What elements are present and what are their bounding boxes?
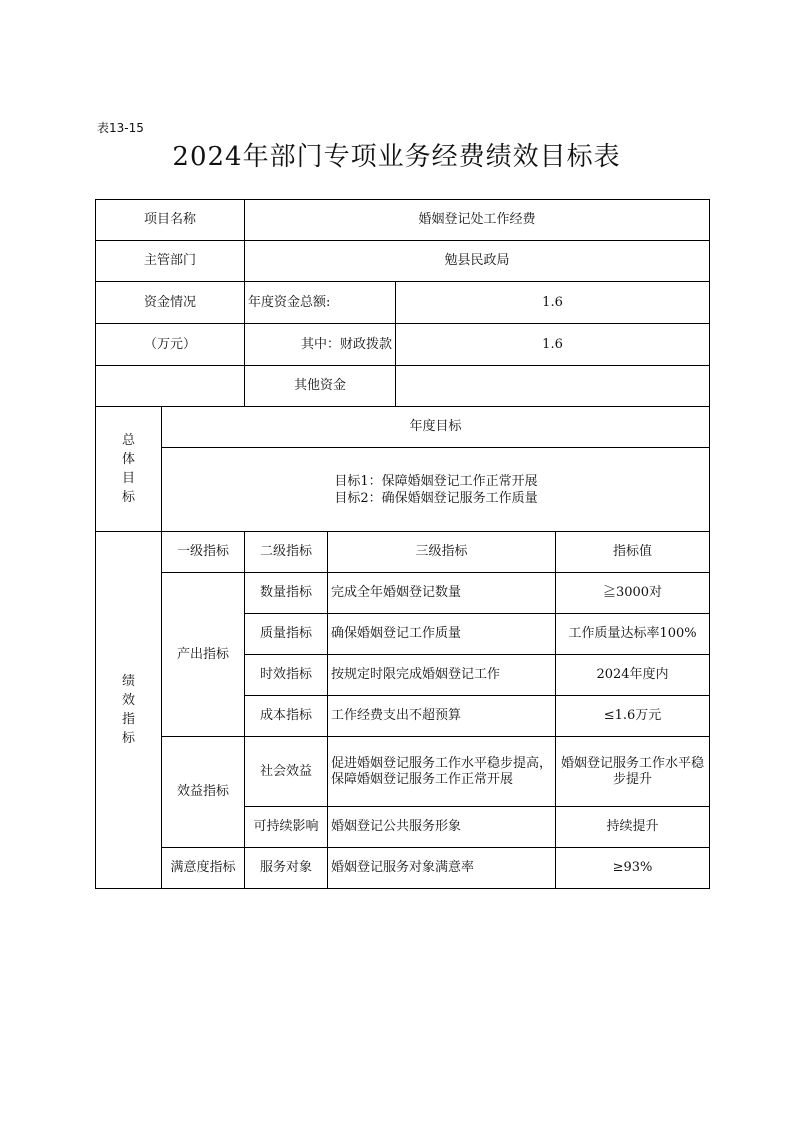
goal-line: 目标2：确保婚姻登记服务工作质量: [334, 490, 538, 506]
level2-cell: 质量指标: [245, 614, 328, 655]
row-project-name: [96, 200, 710, 241]
level2-cell: 成本指标: [245, 696, 328, 737]
header-level1: 一级指标: [162, 532, 245, 573]
annual-goal-content: [162, 448, 710, 532]
header-level2: 二级指标: [245, 532, 328, 573]
table-number: 表13-15: [97, 121, 144, 135]
level3-cell: 促进婚姻登记服务工作水平稳步提高，保障婚姻登记服务工作正常开展: [328, 737, 556, 807]
other-fund-value: [396, 366, 710, 407]
row-fund-total: [96, 282, 710, 324]
fund-label: 资金情况: [96, 282, 245, 324]
table-row: [96, 573, 710, 614]
fund-blank-cell: [96, 366, 245, 407]
other-fund-label: 其他资金: [245, 366, 396, 407]
overall-goal-side-label: 总 体 目 标: [96, 407, 162, 532]
performance-side-label: 绩 效 指 标: [96, 532, 162, 889]
value-cell: 持续提升: [556, 807, 710, 848]
project-name-value: 婚姻登记处工作经费: [245, 200, 710, 241]
value-cell: ≧3000对: [556, 573, 710, 614]
level3-cell: 按规定时限完成婚姻登记工作: [328, 655, 556, 696]
level3-cell: 婚姻登记公共服务形象: [328, 807, 556, 848]
total-fund-value: 1.6: [396, 282, 710, 324]
annual-goal-header: 年度目标: [162, 407, 710, 448]
goal-line: 目标1：保障婚姻登记工作正常开展: [334, 473, 538, 489]
value-cell: 2024年度内: [556, 655, 710, 696]
row-fund-fiscal: [96, 324, 710, 366]
row-goals-content: [96, 448, 710, 532]
value-cell: ≥93%: [556, 848, 710, 889]
level2-cell: 社会效益: [245, 737, 328, 807]
fiscal-fund-label: 其中：财政拨款: [245, 324, 396, 366]
level3-cell: 工作经费支出不超预算: [328, 696, 556, 737]
level2-cell: 数量指标: [245, 573, 328, 614]
level3-cell: 完成全年婚姻登记数量: [328, 573, 556, 614]
header-value: 指标值: [556, 532, 710, 573]
level3-cell: 婚姻登记服务对象满意率: [328, 848, 556, 889]
project-name-label: 项目名称: [96, 200, 245, 241]
department-label: 主管部门: [96, 241, 245, 282]
row-indicator-headers: [96, 532, 710, 573]
page-title: 2024年部门专项业务经费绩效目标表: [172, 142, 621, 172]
row-department: [96, 241, 710, 282]
level2-cell: 可持续影响: [245, 807, 328, 848]
value-cell: 工作质量达标率100%: [556, 614, 710, 655]
fiscal-fund-value: 1.6: [396, 324, 710, 366]
header-level3: 三级指标: [328, 532, 556, 573]
fund-unit-label: （万元）: [96, 324, 245, 366]
level1-output: 产出指标: [162, 573, 245, 737]
level1-benefit: 效益指标: [162, 737, 245, 848]
level1-satisfaction: 满意度指标: [162, 848, 245, 889]
row-fund-other: [96, 366, 710, 407]
value-cell: 婚姻登记服务工作水平稳步提升: [556, 737, 710, 807]
total-fund-label: 年度资金总额:: [245, 282, 396, 324]
row-goals-header: [96, 407, 710, 448]
value-cell: ≤1.6万元: [556, 696, 710, 737]
table-row: [96, 737, 710, 807]
level2-cell: 服务对象: [245, 848, 328, 889]
level3-cell: 确保婚姻登记工作质量: [328, 614, 556, 655]
table-row: [96, 848, 710, 889]
department-value: 勉县民政局: [245, 241, 710, 282]
level2-cell: 时效指标: [245, 655, 328, 696]
performance-table: [95, 199, 710, 889]
